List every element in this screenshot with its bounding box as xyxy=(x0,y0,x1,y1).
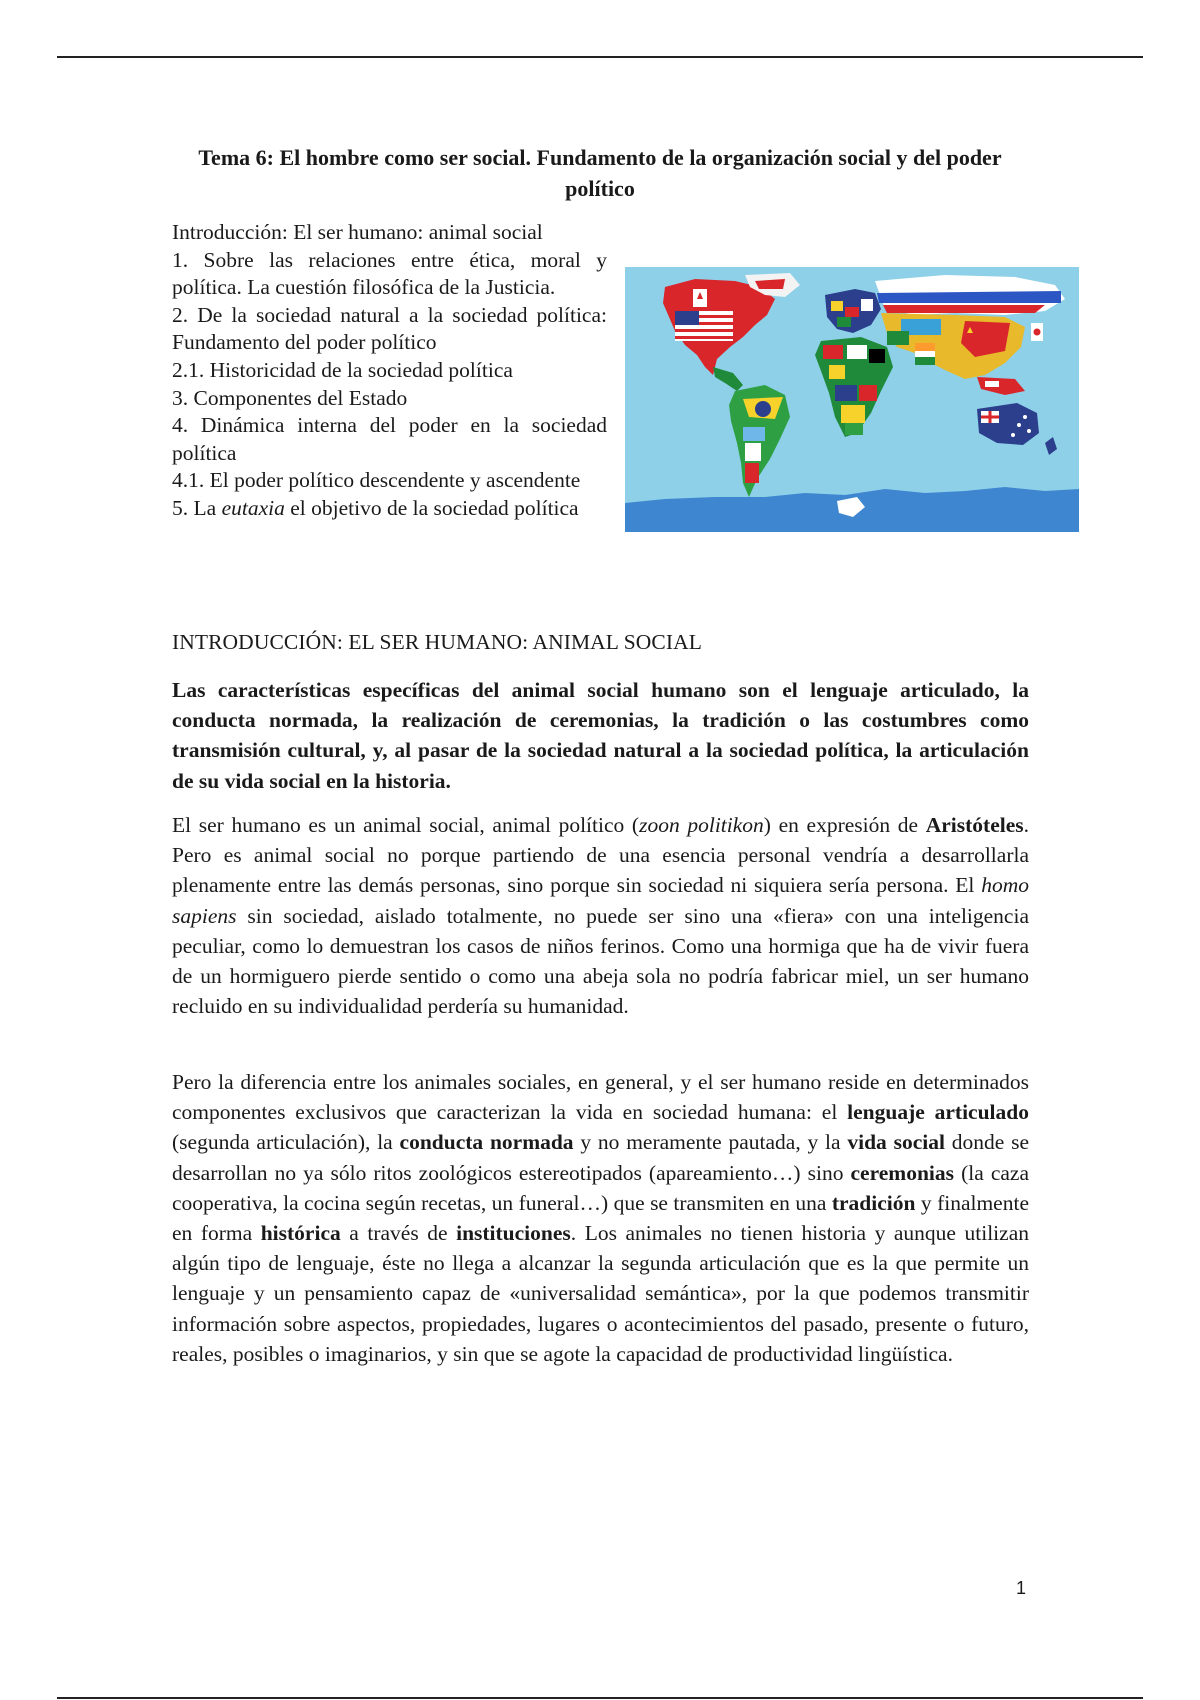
italic-term: zoon politikon xyxy=(639,813,764,837)
body-paragraph-1 xyxy=(172,810,1029,1021)
bold-term: ceremonias xyxy=(850,1160,955,1185)
toc-item: 2. De la sociedad natural a la sociedad política: Fundamento del poder político xyxy=(172,302,607,355)
toc-item-text: el objetivo de la sociedad política xyxy=(284,495,579,520)
toc-item: 3. Componentes del Estado xyxy=(172,385,408,410)
footer-rule xyxy=(57,1697,1143,1699)
toc-item-emphasis: eutaxia xyxy=(221,495,285,520)
bold-term: Aristóteles xyxy=(925,813,1024,837)
toc-item-text: 5. La xyxy=(172,495,222,520)
text-run: (segunda articulación), la xyxy=(172,1130,400,1155)
bold-term: tradición xyxy=(831,1190,916,1215)
bold-term: instituciones xyxy=(456,1221,571,1246)
bold-term: histórica xyxy=(260,1221,341,1246)
text-run: sin sociedad, aislado totalmente, no puede ser sino una «fiera» con una inteligencia peculiar, como lo demuestran los casos de niños ferinos. Como una hormiga que ha de vivir fuera de un hormiguero pierde sentido o como una abeja sola no podría fabricar miel, un ser humano recluido en su individualidad perdería su humanidad. xyxy=(172,903,1029,1019)
page-title: Tema 6: El hombre como ser social. Fundamento de la organización social y del poder político xyxy=(198,145,1002,201)
text-run: El ser humano es un animal social, animal político ( xyxy=(172,813,640,837)
italic-term: homo sapiens xyxy=(172,873,1029,928)
text-run: ) en expresión de xyxy=(763,813,926,837)
lead-paragraph: Las características específicas del animal social humano son el lenguaje articulado, la conducta normada, la realización de ceremonias, la tradición o las costumbres como transmisión cultural, y, al pasar de la sociedad natural a la sociedad política, la articulación de su vida social en la historia. xyxy=(172,678,1029,793)
toc-item: 4. Dinámica interna del poder en la sociedad política xyxy=(172,413,607,465)
bold-term: conducta normada xyxy=(399,1130,574,1155)
text-run: donde se desarrollan no ya sólo ritos zoológicos estereotipados (apareamiento…) sino xyxy=(172,1130,1030,1185)
text-run: a través de xyxy=(340,1221,457,1246)
toc-item: 2.1. Historicidad de la sociedad política xyxy=(172,357,513,382)
bold-term: vida social xyxy=(847,1130,945,1155)
toc-item: 4.1. El poder político descendente y ascendente xyxy=(172,468,581,493)
toc-item: 1. Sobre las relaciones entre ética, moral y política. La cuestión filosófica de la Justicia. xyxy=(172,247,607,300)
body-paragraph-2 xyxy=(172,1067,1029,1369)
text-run: . Los animales no tienen historia y aunque utilizan algún tipo de lenguaje, éste no llega a alcanzar la segunda articulación que es la que permite un lenguaje y un pensamiento capaz de «universalidad semántica», por la que podemos transmitir información sobre aspectos, propiedades, lugares o acontecimientos del pasado, presente o futuro, reales, posibles o imaginarios, y sin que se agote la capacidad de productividad lingüística. xyxy=(172,1221,1029,1366)
table-of-contents xyxy=(172,219,607,523)
text-run: Pero la diferencia entre los animales sociales, en general, y el ser humano reside en determinados componentes exclusivos que caracterizan la vida en sociedad humana: el xyxy=(172,1070,1029,1125)
section-heading: INTRODUCCIÓN: EL SER HUMANO: ANIMAL SOCIAL xyxy=(172,630,702,654)
bold-term: lenguaje articulado xyxy=(847,1100,1029,1125)
page-number: 1 xyxy=(1015,1578,1026,1598)
text-run: (la caza cooperativa, la cocina según recetas, un funeral…) que se transmiten en una xyxy=(172,1160,1029,1215)
text-run: y no meramente pautada, y la xyxy=(573,1130,848,1155)
header-rule xyxy=(57,56,1143,58)
text-run: y finalmente en forma xyxy=(172,1190,1029,1246)
toc-item: Introducción: El ser humano: animal social xyxy=(172,220,543,244)
world-flags-map-image xyxy=(625,267,1079,532)
toc-item xyxy=(172,495,607,523)
text-run: . Pero es animal social no porque partiendo de una esencia personal vendría a desarrollarla plenamente entre las demás personas, sino porque sin sociedad ni siquiera sería persona. El xyxy=(172,813,1029,898)
